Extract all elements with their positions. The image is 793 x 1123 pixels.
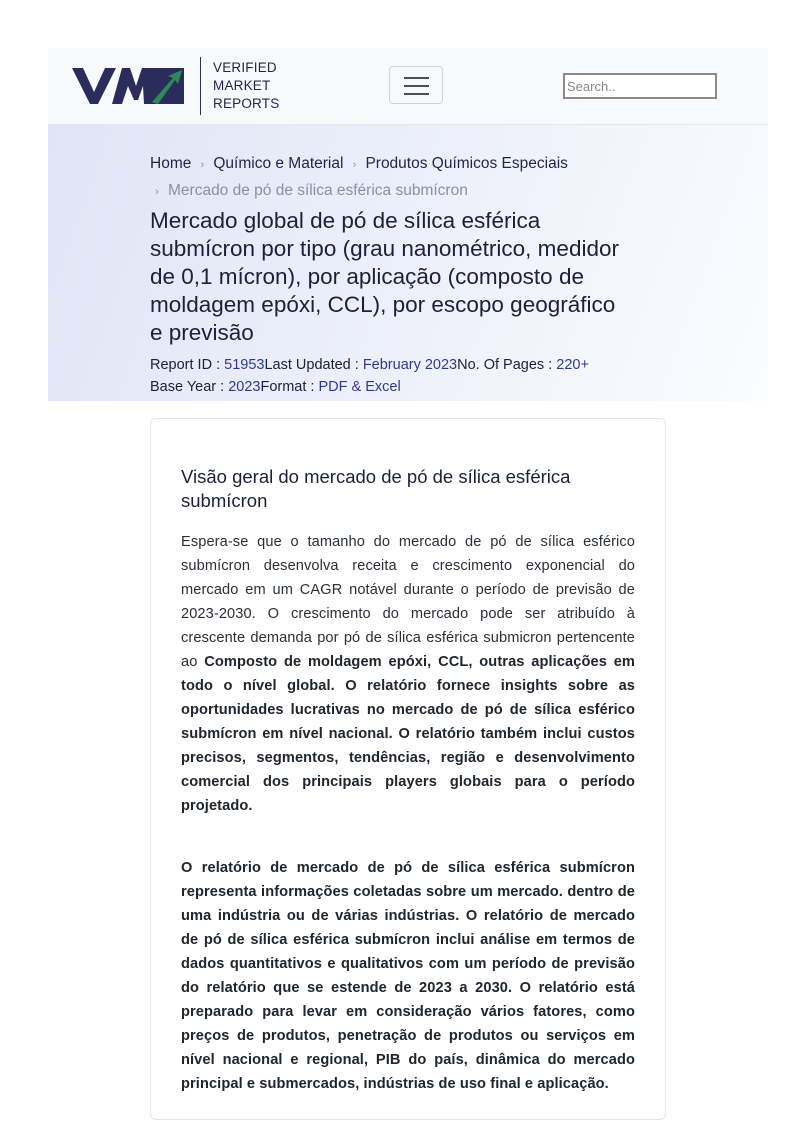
page-title: Mercado global de pó de sílica esférica submícron por tipo (grau nanométrico, medidor de 0,1 mícron), por aplicação (composto de moldagem epóxi, CCL), por escopo geográfico e previsão — [150, 208, 619, 345]
last-updated-label: Last Updated : — [264, 357, 363, 373]
last-updated-value: February 2023 — [362, 357, 458, 373]
breadcrumb-home[interactable]: Home — [150, 155, 192, 172]
search-input[interactable] — [563, 73, 717, 99]
chevron-right-icon: › — [155, 186, 159, 198]
overview-bold-text: Composto de moldagem epóxi, CCL, outras aplicações em todo o nível global. O relatório fornece insights sobre as oportunidades lucrativas no mercado de pó de sílica esférico submícron em nível nacional. O relatório também inclui custos precisos, segmentos, tendências, região e desenvolvimento comercial dos principais players globais para o período projetado. — [181, 654, 635, 814]
menu-toggle-button[interactable] — [389, 66, 443, 104]
breadcrumb-specialty-chemicals[interactable]: Produtos Químicos Especiais — [365, 155, 568, 172]
breadcrumb-chemical-material[interactable]: Químico e Material — [213, 155, 344, 172]
report-hero — [48, 125, 768, 401]
overview-heading: Visão geral do mercado de pó de sílica esférica submícron — [181, 466, 571, 511]
logo-divider — [200, 57, 201, 115]
logo-wordmark — [213, 59, 279, 113]
logo-line: VERIFIED — [213, 60, 277, 75]
format-value: PDF & Excel — [318, 379, 401, 395]
logo-line: REPORTS — [213, 96, 280, 111]
site-logo[interactable] — [72, 58, 279, 114]
page — [48, 48, 768, 1092]
vmr-logo-icon — [72, 66, 184, 106]
breadcrumb-current: Mercado de pó de sílica esférica submícron — [168, 182, 468, 199]
hamburger-icon — [404, 77, 429, 79]
report-id-label: Report ID : — [150, 357, 225, 373]
base-year-label: Base Year : — [150, 379, 229, 395]
hamburger-icon — [404, 85, 429, 87]
report-id-value: 51953 — [224, 357, 265, 373]
pages-value: 220+ — [556, 357, 589, 373]
pages-label: No. Of Pages : — [457, 357, 557, 373]
format-label: Format : — [260, 379, 319, 395]
report-description-paragraph: O relatório de mercado de pó de sílica esférica submícron representa informações coletadas sobre um mercado. dentro de uma indústria ou de várias indústrias. O relatório de mercado de pó de sílica esférica submícron inclui análise em termos de dados quantitativos e qualitativos com um período de previsão do relatório que se estende de 2023 a 2030. O relatório está preparado para levar em consideração vários fatores, como preços de produtos, penetração de produtos ou serviços em nível nacional e regional, PIB do país, dinâmica do mercado principal e submercados, indústrias de uso final e aplicação. — [181, 860, 635, 1092]
hamburger-icon — [404, 93, 429, 95]
logo-line: MARKET — [213, 78, 271, 93]
breadcrumb — [150, 151, 630, 205]
overview-paragraph — [181, 530, 635, 818]
report-meta — [150, 354, 650, 398]
overview-text: Espera-se que o tamanho do mercado de pó de sílica esférico submícron desenvolva receita e crescimento exponencial do mercado em um CAGR notável durante o período de previsão de 2023-2030. O crescimento do mercado pode ser atribuído à crescente demanda por pó de sílica esférica submicron pertencente ao — [181, 534, 635, 670]
base-year-value: 2023 — [228, 379, 261, 395]
chevron-right-icon: › — [352, 159, 357, 171]
top-navbar — [48, 48, 768, 125]
market-overview-card — [150, 418, 666, 1120]
chevron-right-icon: › — [200, 159, 205, 171]
